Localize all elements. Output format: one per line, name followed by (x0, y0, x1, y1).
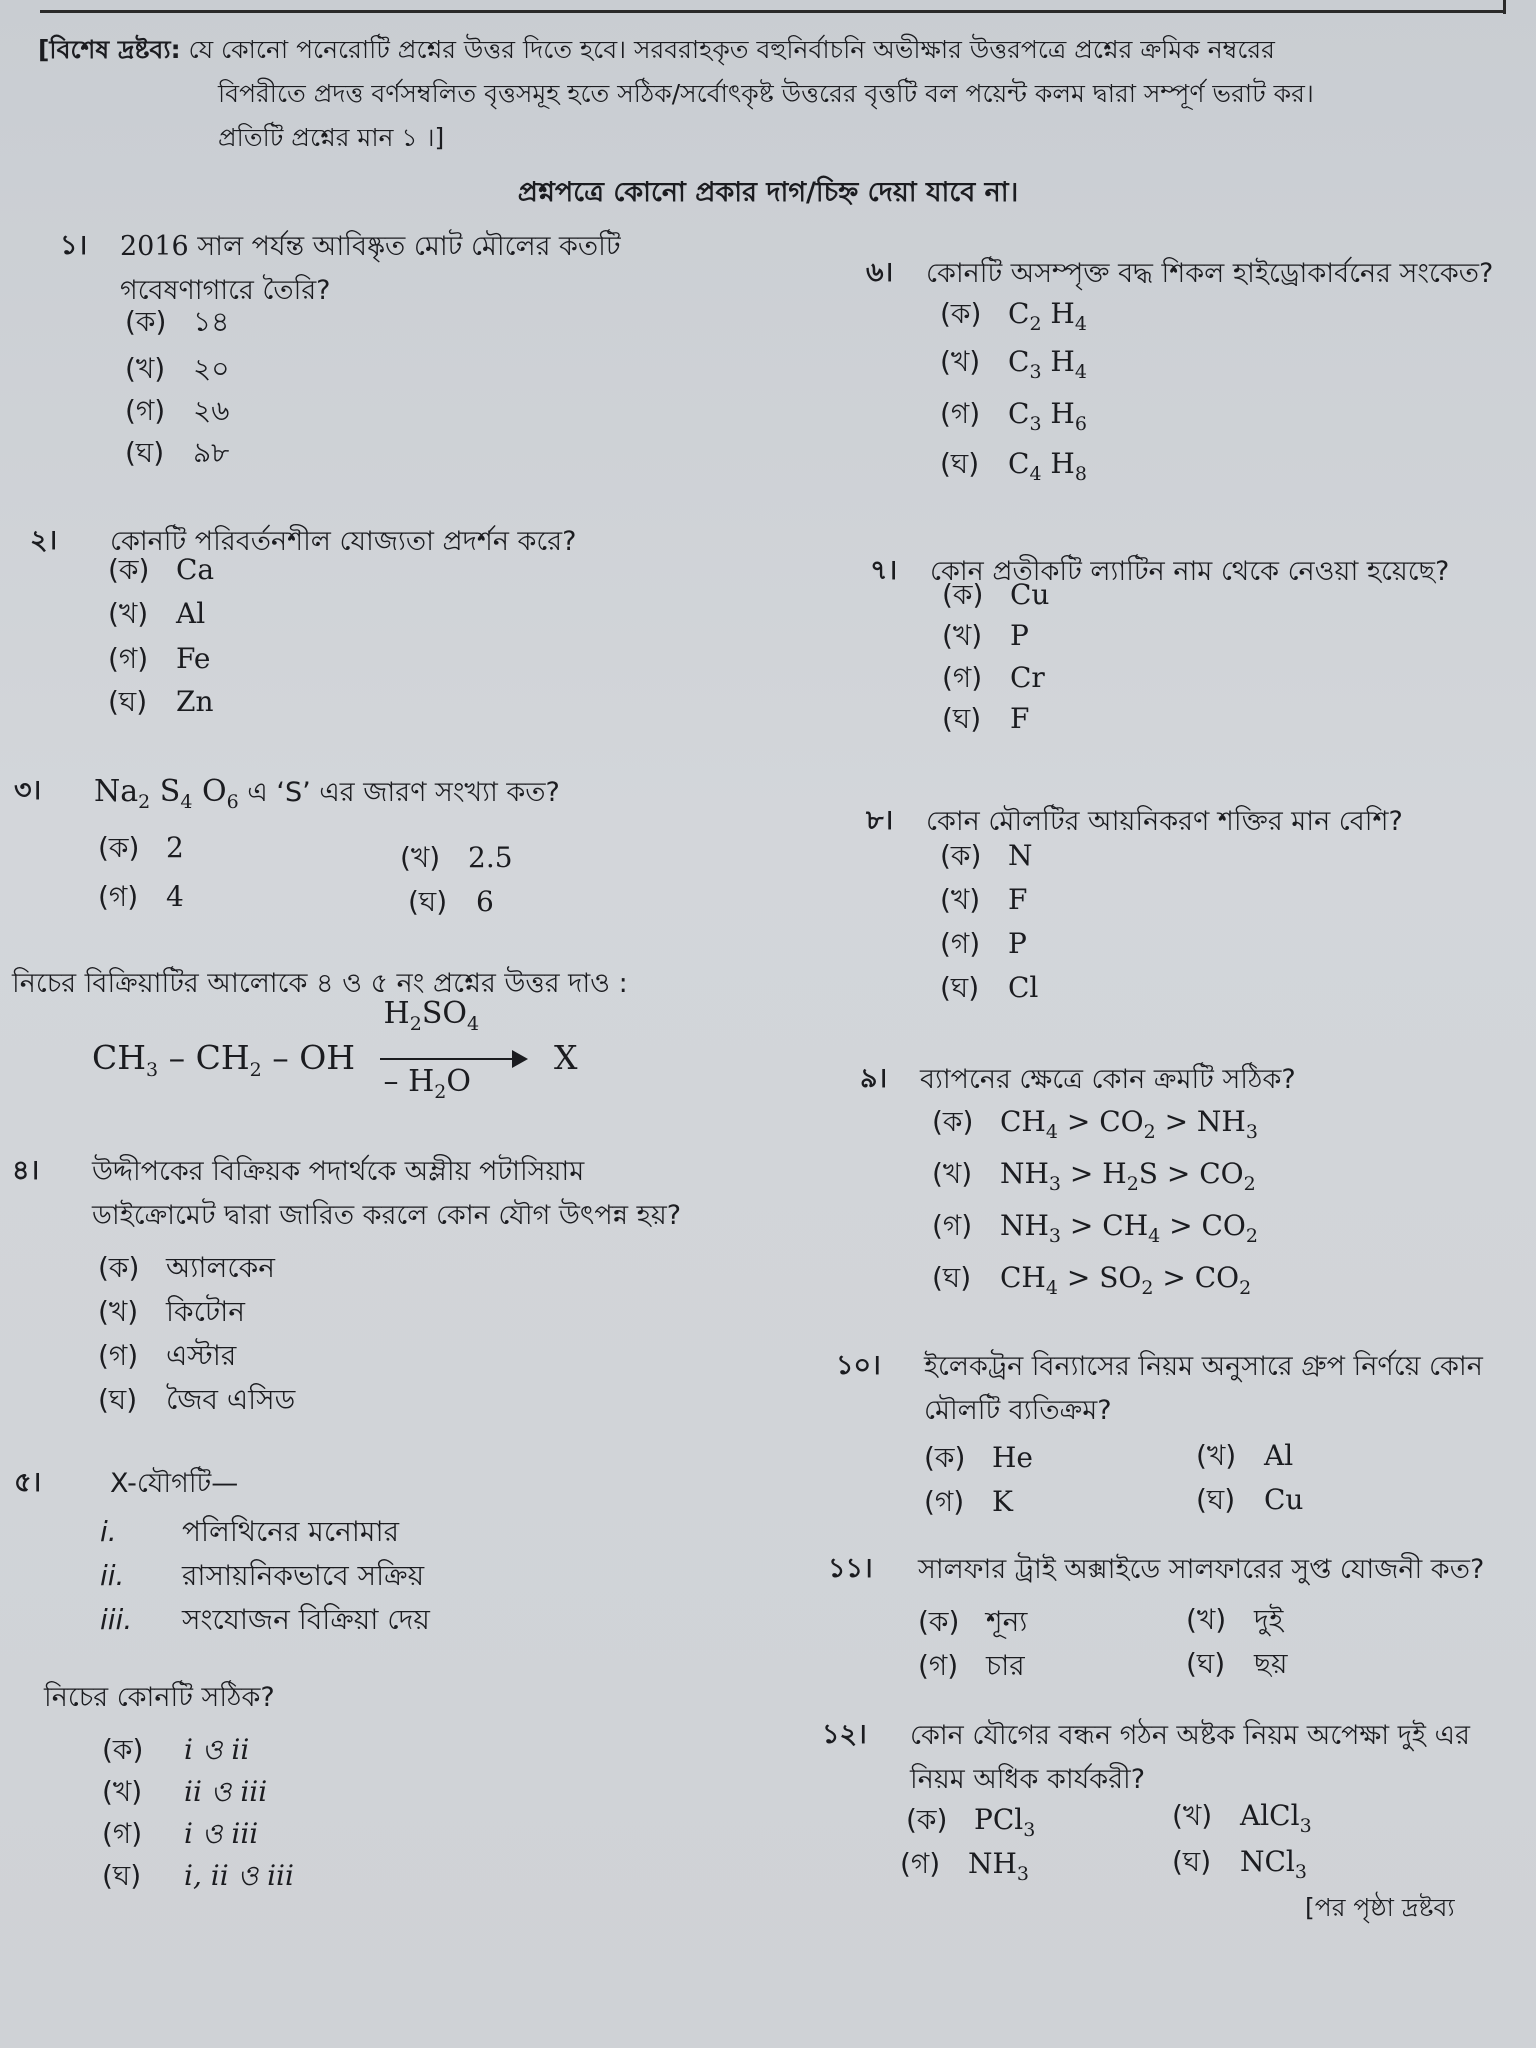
option-value: ii ও iii (184, 1775, 268, 1808)
option-value: Cu (1010, 578, 1050, 611)
question-text: কোন প্রতীকটি ল্যাটিন নাম থেকে নেওয়া হয়েছে? (930, 556, 1450, 587)
option-label: (ঘ) (98, 1383, 138, 1416)
question-number: ৪। (12, 1155, 40, 1186)
q9-option-ga (932, 1204, 1258, 1251)
q11-option-ga (918, 1644, 1025, 1691)
q6-option-ka (940, 292, 1087, 339)
option-value: $NH_3 > H_2S > CO_2$ (1000, 1157, 1256, 1195)
question-10 (836, 1345, 1496, 1433)
option-label: (ক) (940, 297, 982, 330)
option-value: 4 (166, 880, 184, 913)
q12-option-ka (906, 1798, 1035, 1845)
option-value: শূন্য (986, 1605, 1028, 1638)
question-text: উদ্দীপকের বিক্রিয়ক পদার্থকে অম্লীয় পটাসিয়াম ডাইক্রোমেট দ্বারা জারিত করলে কোন যৌগ উৎপন্ন হয়? (92, 1156, 682, 1231)
option-value: AlCl$_3$ (1240, 1799, 1312, 1837)
top-border-line (40, 10, 1506, 13)
option-value: এস্টার (166, 1339, 237, 1372)
option-value: F (1010, 702, 1030, 735)
q12-option-kha (1172, 1794, 1312, 1841)
option-label: (ক) (108, 553, 150, 586)
question-text: কোনটি পরিবর্তনশীল যোজ্যতা প্রদর্শন করে? (110, 526, 577, 557)
q3-option-kha (400, 836, 513, 883)
option-label: (ঘ) (932, 1261, 972, 1294)
option-value: 6 (476, 885, 494, 918)
option-label: (ক) (942, 578, 984, 611)
option-label: (ঘ) (408, 885, 448, 918)
option-label: (ক) (98, 831, 140, 864)
q7-option-ka (942, 573, 1049, 620)
statement-text: পলিথিনের মনোমার (182, 1515, 399, 1548)
stimulus-instruction (12, 962, 712, 1006)
question-text: কোন যৌগের বন্ধন গঠন অষ্টক নিয়ম অপেক্ষা দুই এর নিয়ম অধিক কার্যকরী? (910, 1720, 1470, 1795)
question-number: ৮। (866, 805, 894, 836)
q11-option-kha (1186, 1598, 1283, 1645)
option-value: $CH_4 > SO_2 > CO_2$ (1000, 1261, 1252, 1299)
question-12 (822, 1714, 1508, 1802)
option-value: Cl (1008, 971, 1039, 1004)
option-label: (খ) (108, 597, 149, 630)
question-9 (860, 1058, 1500, 1102)
option-label: (গ) (98, 1339, 139, 1372)
option-label: (ঘ) (1186, 1647, 1226, 1680)
q9-option-gha (932, 1256, 1251, 1303)
question-number: ৭। (870, 555, 898, 586)
q1-option-kha (125, 347, 229, 394)
q2-option-kha (108, 592, 205, 639)
option-label: (গ) (102, 1817, 143, 1850)
option-label: (গ) (942, 661, 983, 694)
option-value: NCl$_3$ (1240, 1845, 1307, 1883)
q4-option-ka (98, 1246, 275, 1293)
option-label: (খ) (1172, 1799, 1213, 1832)
option-value: i, ii ও iii (184, 1859, 294, 1892)
option-label: (গ) (108, 642, 149, 675)
q4-option-kha (98, 1290, 245, 1337)
catalyst-h2so4: $H_2SO_4$ (383, 996, 480, 1035)
arrow-line (380, 1058, 518, 1060)
option-value: Al (176, 597, 206, 630)
q1-option-gha (125, 431, 229, 478)
question-3 (14, 770, 714, 824)
option-label: (ঘ) (940, 971, 980, 1004)
q6-option-gha (940, 442, 1087, 489)
statement-number: ii. (100, 1559, 125, 1592)
q10-option-kha (1196, 1434, 1293, 1481)
question-5 (14, 1462, 714, 1506)
q1-option-ka (125, 300, 229, 347)
option-label: (ক) (98, 1251, 140, 1284)
question-number: ১০। (836, 1350, 881, 1381)
option-label: (গ) (125, 394, 166, 427)
option-label: (খ) (942, 619, 983, 652)
q5-statement-3 (100, 1598, 430, 1645)
option-value: ৯৮ (193, 436, 230, 469)
instructions (38, 28, 1508, 160)
option-label: (খ) (940, 883, 981, 916)
option-label: (ক) (918, 1605, 960, 1638)
option-value: ১৪ (193, 305, 230, 338)
q4-option-gha (98, 1378, 295, 1425)
question-text: সালফার ট্রাই অক্সাইডে সালফারের সুপ্ত যোজনী কত? (918, 1554, 1485, 1585)
option-value: K (992, 1485, 1013, 1518)
option-label: (গ) (940, 927, 981, 960)
option-label: (গ) (900, 1847, 941, 1880)
question-text-rest: সাল পর্যন্ত আবিষ্কৃত মোট মৌলের কতটি গবেষণাগারে তৈরি? (120, 231, 621, 306)
instructions-lead: [বিশেষ দ্রষ্টব্য: (38, 35, 181, 64)
option-label: (গ) (918, 1649, 959, 1682)
q9-option-kha (932, 1152, 1256, 1199)
option-label: (ক) (125, 305, 167, 338)
question-text: ব্যাপনের ক্ষেত্রে কোন ক্রমটি সঠিক? (920, 1064, 1296, 1095)
q8-option-ga (940, 922, 1027, 969)
q6-option-ga (940, 392, 1087, 439)
option-label: (ঘ) (1172, 1845, 1212, 1878)
no-marks-warning: প্রশ্নপত্রে কোনো প্রকার দাগ/চিহ্ন দেয়া যাবে না। (517, 177, 1019, 208)
option-label: (খ) (102, 1775, 143, 1808)
q8-option-ka (940, 834, 1033, 881)
q5-option-ka (102, 1728, 249, 1775)
q3-option-ga (98, 875, 184, 922)
q3-option-gha (408, 880, 494, 927)
statement-number: iii. (100, 1603, 133, 1636)
top-border-corner (1503, 0, 1506, 14)
option-label: (ঘ) (125, 436, 165, 469)
statement-text: সংযোজন বিক্রিয়া দেয় (182, 1603, 430, 1636)
q8-option-gha (940, 966, 1038, 1013)
option-label: (গ) (924, 1485, 965, 1518)
instructions-line-3: প্রতিটি প্রশ্নের মান ১ ।] (218, 123, 445, 152)
q2-option-ka (108, 548, 214, 595)
q5-statement-2 (100, 1554, 424, 1601)
q5-statement-1 (100, 1510, 399, 1557)
option-value: Al (1264, 1439, 1294, 1472)
question-6 (866, 252, 1506, 296)
product-x: X (554, 1038, 578, 1077)
option-value: F (1008, 883, 1028, 916)
reactant-ethanol: $CH_3 - CH_2$ – OH (92, 1038, 356, 1081)
question-number: ১১। (828, 1553, 873, 1584)
option-value: Cu (1264, 1483, 1304, 1516)
q9-option-ka (932, 1100, 1258, 1147)
option-label: (খ) (400, 841, 441, 874)
option-value: 2 (166, 831, 184, 864)
question-ask-text: নিচের কোনটি সঠিক? (44, 1682, 275, 1713)
statement-number: i. (100, 1515, 117, 1548)
question-text: কোন মৌলটির আয়নিকরণ শক্তির মান বেশি? (926, 806, 1403, 837)
question-year: 2016 (120, 231, 189, 262)
q12-option-gha (1172, 1840, 1307, 1887)
q5-option-ga (102, 1812, 258, 1859)
option-label: (ক) (102, 1733, 144, 1766)
byproduct-h2o: – $H_2O$ (383, 1064, 471, 1103)
q1-option-ga (125, 389, 229, 436)
q4-option-ga (98, 1334, 236, 1381)
q2-option-ga (108, 637, 210, 684)
option-value: $C_2$ $H_4$ (1008, 297, 1087, 335)
option-label: (খ) (1186, 1603, 1227, 1636)
q5-option-gha (102, 1854, 294, 1901)
question-number: ৬। (866, 257, 894, 288)
option-value: i ও ii (184, 1733, 250, 1766)
option-label: (ক) (906, 1803, 948, 1836)
formula-na2s4o6: $Na_2$ $S_4$ $O_6$ (94, 774, 239, 813)
option-value: ছয় (1254, 1647, 1288, 1680)
question-text-rest: এ ‘S’ এর জারণ সংখ্যা কত? (247, 777, 560, 808)
option-value: i ও iii (184, 1817, 259, 1850)
q3-option-ka (98, 826, 184, 873)
option-value: কিটোন (166, 1295, 245, 1328)
q8-option-kha (940, 878, 1027, 925)
option-label: (গ) (940, 397, 981, 430)
option-value: $C_3$ $H_6$ (1008, 397, 1087, 435)
question-number: ৫। (14, 1467, 42, 1498)
q7-option-gha (942, 697, 1029, 744)
question-text: কোনটি অসম্পৃক্ত বদ্ধ শিকল হাইড্রোকার্বনের সংকেত? (926, 258, 1494, 289)
option-label: (খ) (125, 352, 166, 385)
question-text: X-যৌগটি— (110, 1468, 239, 1499)
q10-option-ga (924, 1480, 1013, 1527)
q7-option-ga (942, 656, 1045, 703)
option-label: (ঘ) (940, 447, 980, 480)
q10-option-ka (924, 1436, 1033, 1483)
q6-option-kha (940, 340, 1087, 387)
q11-option-ka (918, 1600, 1027, 1647)
question-number: ৩। (14, 775, 42, 806)
q11-option-gha (1186, 1642, 1287, 1689)
option-value: He (992, 1441, 1033, 1474)
reaction-equation (92, 996, 578, 1103)
option-value: Cr (1010, 661, 1045, 694)
question-text (94, 770, 714, 824)
next-page-note: [পর পৃষ্ঠা দ্রষ্টব্য (1305, 1893, 1455, 1922)
option-value: $NH_3 > CH_4 > CO_2$ (1000, 1209, 1258, 1247)
option-label: (ক) (940, 839, 982, 872)
option-value: $NH_3$ (968, 1847, 1030, 1885)
option-value: দুই (1254, 1603, 1284, 1636)
option-value: N (1008, 839, 1033, 872)
option-value: $CH_4 > CO_2 > NH_3$ (1000, 1105, 1258, 1143)
arrow-head-icon (512, 1050, 528, 1068)
q2-option-gha (108, 680, 214, 727)
option-value: অ্যালকেন (166, 1251, 275, 1284)
option-value: 2.5 (468, 841, 513, 874)
q7-option-kha (942, 614, 1029, 661)
option-label: (ঘ) (102, 1859, 142, 1892)
option-value: $C_3$ $H_4$ (1008, 345, 1087, 383)
option-label: (ঘ) (942, 702, 982, 735)
instructions-line-1: যে কোনো পনেরোটি প্রশ্নের উত্তর দিতে হবে। সরবরাহকৃত বহুনির্বাচনি অভীক্ষার উত্তরপত্রে প্রশ্নের ক্রমিক নম্বরের (188, 35, 1275, 64)
option-label: (খ) (98, 1295, 139, 1328)
option-value: Fe (176, 642, 211, 675)
option-value: Zn (176, 685, 214, 718)
question-number: ৯। (860, 1063, 888, 1094)
option-label: (ক) (924, 1441, 966, 1474)
q12-option-ga (900, 1842, 1029, 1889)
option-value: PCl$_3$ (974, 1803, 1036, 1841)
question-4 (12, 1150, 712, 1238)
statement-text: রাসায়নিকভাবে সক্রিয় (182, 1559, 425, 1592)
option-value: জৈব এসিড (166, 1383, 296, 1416)
q10-option-gha (1196, 1478, 1303, 1525)
option-value: ২৬ (193, 394, 230, 427)
question-number: ১২। (822, 1719, 867, 1750)
question-number: ১। (60, 230, 88, 261)
option-value: ২০ (193, 352, 230, 385)
option-value: চার (986, 1649, 1025, 1682)
option-label: (খ) (940, 345, 981, 378)
option-value: $C_4$ $H_8$ (1008, 447, 1087, 485)
q5-option-kha (102, 1770, 267, 1817)
stimulus-text: নিচের বিক্রিয়াটির আলোকে ৪ ও ৫ নং প্রশ্নের উত্তর দাও : (12, 968, 628, 999)
reaction-arrow (380, 996, 530, 1103)
option-label: (ক) (932, 1105, 974, 1138)
option-value: Ca (176, 553, 215, 586)
q5-ask (44, 1676, 644, 1720)
question-11 (828, 1548, 1508, 1592)
option-value: P (1010, 619, 1029, 652)
option-label: (খ) (1196, 1439, 1237, 1472)
option-label: (গ) (932, 1209, 973, 1242)
option-value: P (1008, 927, 1027, 960)
question-number: ২। (30, 525, 58, 556)
option-label: (ঘ) (1196, 1483, 1236, 1516)
option-label: (ঘ) (108, 685, 148, 718)
instructions-line-2: বিপরীতে প্রদত্ত বর্ণসম্বলিত বৃত্তসমূহ হতে সঠিক/সর্বোৎকৃষ্ট উত্তরের বৃত্তটি বল পয়েন্ট কলম দ্বারা সম্পূর্ণ ভরাট কর। (218, 79, 1314, 108)
question-text: ইলেকট্রন বিন্যাসের নিয়ম অনুসারে গ্রুপ নির্ণয়ে কোন মৌলটি ব্যতিক্রম? (924, 1351, 1483, 1426)
option-label: (গ) (98, 880, 139, 913)
option-label: (খ) (932, 1157, 973, 1190)
